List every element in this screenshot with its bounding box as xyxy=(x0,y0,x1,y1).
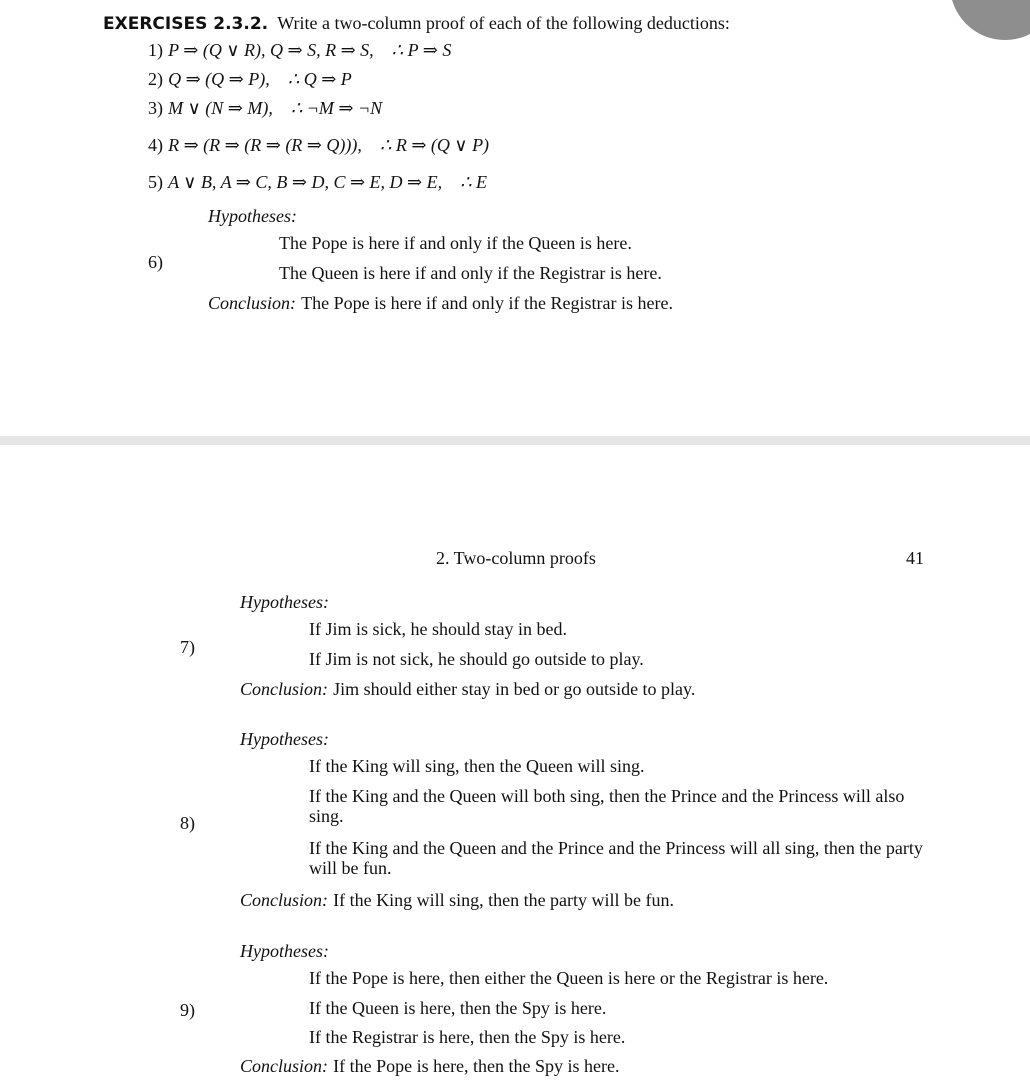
conclusion xyxy=(240,1056,620,1077)
exercise-number: 2) xyxy=(148,69,163,89)
page-number: 41 xyxy=(906,548,924,568)
exercise-2 xyxy=(148,69,352,90)
exercise-number: 9) xyxy=(180,1000,195,1020)
conclusion xyxy=(208,293,673,314)
hypotheses-label: Hypotheses: xyxy=(240,729,329,749)
exercise-5 xyxy=(148,172,487,193)
hypothesis: If the King and the Queen and the Prince and the Princess will all sing, then the party will be fun. xyxy=(309,838,923,878)
running-head: 2. Two-column proofs xyxy=(436,548,596,568)
conclusion-label: Conclusion: xyxy=(240,890,328,910)
exercise-expression: R ⇒ (R ⇒ (R ⇒ (R ⇒ Q))), ∴ R ⇒ (Q ∨ P) xyxy=(168,135,490,155)
hypotheses-label: Hypotheses: xyxy=(240,941,329,961)
exercise-number: 8) xyxy=(180,813,195,833)
exercise-expression: Q ⇒ (Q ⇒ P), ∴ Q ⇒ P xyxy=(168,69,352,89)
exercises-heading: EXERCISES 2.3.2. xyxy=(103,14,269,34)
hypothesis: If the Queen is here, then the Spy is here. xyxy=(309,998,607,1018)
hypothesis: If Jim is not sick, he should go outside to play. xyxy=(309,649,644,669)
hypothesis: If the Pope is here, then either the Queen is here or the Registrar is here. xyxy=(309,968,829,988)
hypotheses-label: Hypotheses: xyxy=(208,206,297,226)
page-divider xyxy=(0,436,1030,445)
conclusion-label: Conclusion: xyxy=(240,679,328,699)
exercise-number: 3) xyxy=(148,98,163,118)
exercise-number: 1) xyxy=(148,40,163,60)
exercise-number: 7) xyxy=(180,637,195,657)
exercise-number: 4) xyxy=(148,135,163,155)
exercise-1 xyxy=(148,40,451,61)
exercise-3 xyxy=(148,98,382,119)
exercises-instruction: Write a two-column proof of each of the following deductions: xyxy=(277,13,730,33)
hypothesis: If the King will sing, then the Queen will sing. xyxy=(309,756,645,776)
conclusion-text: Jim should either stay in bed or go outside to play. xyxy=(333,679,696,699)
exercise-number: 5) xyxy=(148,172,163,192)
hypothesis: If the Registrar is here, then the Spy is here. xyxy=(309,1027,626,1047)
exercise-expression: P ⇒ (Q ∨ R), Q ⇒ S, R ⇒ S, ∴ P ⇒ S xyxy=(168,40,452,60)
hypothesis: The Queen is here if and only if the Registrar is here. xyxy=(279,263,662,283)
conclusion xyxy=(240,679,695,700)
exercise-number: 6) xyxy=(148,252,163,272)
exercises-header xyxy=(103,13,730,34)
exercise-expression: A ∨ B, A ⇒ C, B ⇒ D, C ⇒ E, D ⇒ E, ∴ E xyxy=(168,172,488,192)
exercise-4 xyxy=(148,135,489,156)
scroll-indicator-circle xyxy=(950,0,1030,40)
conclusion-label: Conclusion: xyxy=(240,1056,328,1076)
conclusion xyxy=(240,890,674,911)
conclusion-text: The Pope is here if and only if the Registrar is here. xyxy=(301,293,673,313)
hypothesis: If the King and the Queen will both sing, then the Prince and the Princess will also sing. xyxy=(309,786,905,826)
hypothesis: The Pope is here if and only if the Queen is here. xyxy=(279,233,632,253)
exercise-expression: M ∨ (N ⇒ M), ∴ ¬M ⇒ ¬N xyxy=(168,98,383,118)
hypotheses-label: Hypotheses: xyxy=(240,592,329,612)
conclusion-label: Conclusion: xyxy=(208,293,296,313)
hypothesis: If Jim is sick, he should stay in bed. xyxy=(309,619,567,639)
conclusion-text: If the Pope is here, then the Spy is here. xyxy=(333,1056,620,1076)
conclusion-text: If the King will sing, then the party will be fun. xyxy=(333,890,675,910)
